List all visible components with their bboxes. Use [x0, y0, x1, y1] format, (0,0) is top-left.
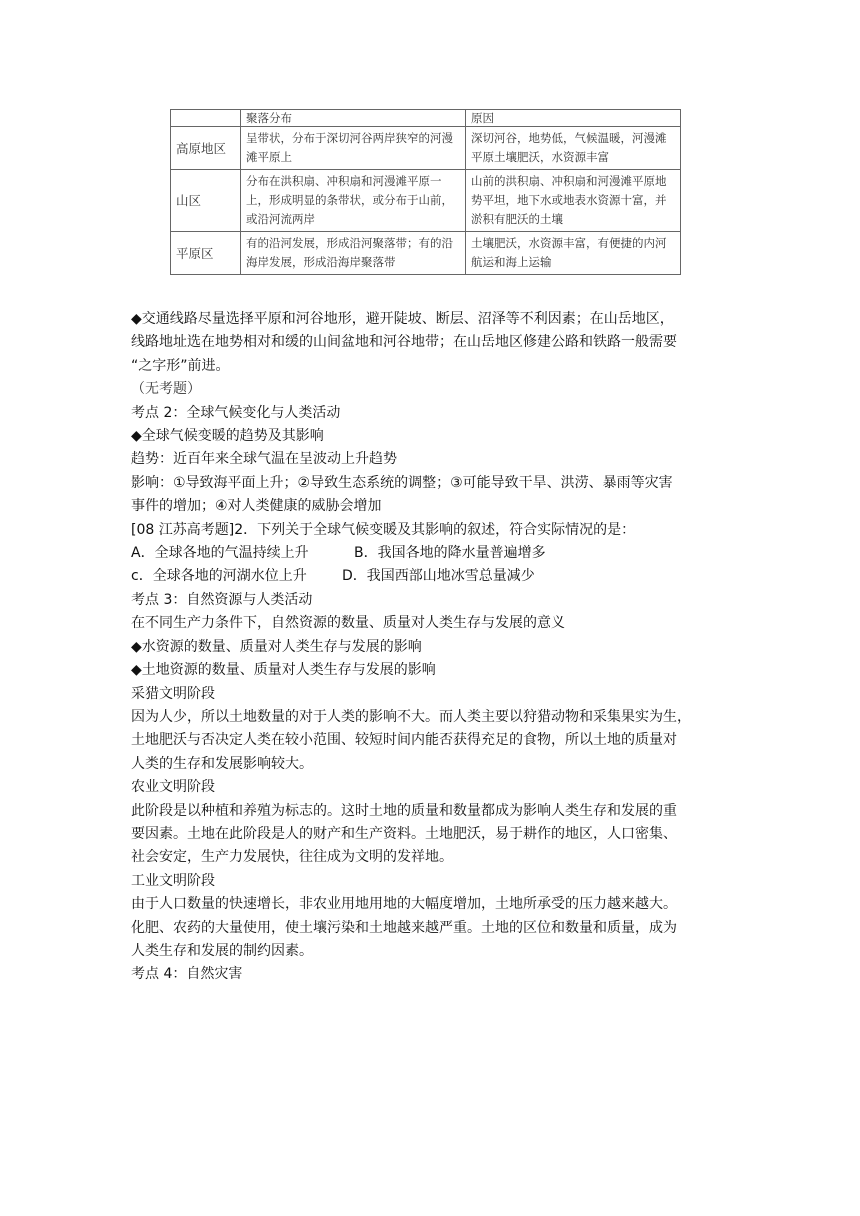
- hunting-line-2: 土地肥沃与否决定人类在较小范围、较短时间内能否获得充足的食物，所以土地的质量对: [131, 732, 677, 749]
- table-cell-reason: 土壤肥沃，水资源丰富，有便捷的内河航运和海上运输: [466, 232, 681, 275]
- option-a: A．全球各地的气温持续上升: [131, 545, 309, 562]
- table-cell-region: 山区: [171, 170, 241, 232]
- transport-line-1: ◆交通线路尽量选择平原和河谷地形，避开陡坡、断层、沼泽等不利因素；在山岳地区，: [131, 311, 674, 327]
- agriculture-line-3: 社会安定，生产力发展快，往往成为文明的发祥地。: [131, 849, 453, 866]
- settlement-table: [170, 109, 681, 275]
- hunting-line-1: 因为人少，所以土地数量的对于人类的影响不大。而人类主要以狩猎动物和采集果实为生，: [131, 708, 691, 725]
- water-resource-heading: ◆水资源的数量、质量对人类生存与发展的影响: [131, 638, 422, 655]
- table-cell-distribution: 呈带状，分布于深切河谷两岸狭窄的河漫滩平原上: [241, 127, 466, 170]
- hunting-line-3: 人类的生存和发展影响较大。: [131, 755, 313, 772]
- no-exam-note: （无考题）: [131, 381, 201, 398]
- key-point-3-description: 在不同生产力条件下，自然资源的数量、质量对人类生存与发展的意义: [131, 615, 565, 632]
- land-resource-heading: ◆土地资源的数量、质量对人类生存与发展的影响: [131, 662, 436, 679]
- table-header-reason: 原因: [466, 110, 681, 127]
- table-cell-region: 平原区: [171, 232, 241, 275]
- options-row-2: [131, 565, 731, 588]
- industrial-line-2: 化肥、农药的大量使用，使土壤污染和土地越来越严重。土地的区位和数量和质量，成为: [131, 919, 677, 936]
- table-row: [171, 170, 681, 232]
- table-cell-reason: 深切河谷，地势低，气候温暖，河漫滩平原土壤肥沃，水资源丰富: [466, 127, 681, 170]
- impact-line-2: 事件的增加；④对人类健康的威胁会增加: [131, 498, 382, 515]
- table-header-empty: [171, 110, 241, 127]
- table-cell-region: 高原地区: [171, 127, 241, 170]
- table-cell-reason: 山前的洪积扇、冲积扇和河漫滩平原地势平坦，地下水或地表水资源十富，并淤积有肥沃的土壤: [466, 170, 681, 232]
- agriculture-line-2: 要因素。土地在此阶段是人的财产和生产资料。土地肥沃，易于耕作的地区，人口密集、: [131, 825, 677, 842]
- table-header-distribution: 聚落分布: [241, 110, 466, 127]
- options-row-1: [131, 542, 731, 565]
- trend-text: 趋势：近百年来全球气温在呈波动上升趋势: [131, 451, 397, 468]
- document-body: [131, 308, 731, 987]
- key-point-4-heading: 考点 4：自然灾害: [131, 966, 243, 983]
- agriculture-line-1: 此阶段是以种植和养殖为标志的。这时土地的质量和数量都成为影响人类生存和发展的重: [131, 802, 677, 819]
- industrial-line-1: 由于人口数量的快速增长，非农业用地用地的大幅度增加，土地所承受的压力越来越大。: [131, 896, 677, 913]
- table-cell-distribution: 有的沿河发展，形成沿河聚落带；有的沿海岸发展，形成沿海岸聚落带: [241, 232, 466, 275]
- option-c: c．全球各地的河湖水位上升: [131, 568, 307, 585]
- key-point-2-heading: 考点 2：全球气候变化与人类活动: [131, 404, 341, 421]
- exam-question: [08 江苏高考题]2．下列关于全球气候变暖及其影响的叙述，符合实际情况的是：: [131, 521, 636, 538]
- option-b: B．我国各地的降水量普遍增多: [354, 545, 546, 562]
- table-row: [171, 232, 681, 275]
- table-cell-distribution: 分布在洪积扇、冲积扇和河漫滩平原一上，形成明显的条带状，或分布于山前，或沿河流两岸: [241, 170, 466, 232]
- warming-heading: ◆全球气候变暖的趋势及其影响: [131, 428, 324, 445]
- table-header-row: [171, 110, 681, 127]
- transport-line-3: “之字形”前进。: [131, 357, 230, 374]
- impact-line-1: 影响：①导致海平面上升；②导致生态系统的调整；③可能导致干旱、洪涝、暴雨等灾害: [131, 474, 673, 491]
- option-d: D．我国西部山地冰雪总量减少: [342, 568, 535, 585]
- key-point-3-heading: 考点 3：自然资源与人类活动: [131, 591, 313, 608]
- industrial-line-3: 人类生存和发展的制约因素。: [131, 942, 313, 959]
- industrial-stage-title: 工业文明阶段: [131, 872, 215, 889]
- hunting-stage-title: 采猎文明阶段: [131, 685, 215, 702]
- table-row: [171, 127, 681, 170]
- agriculture-stage-title: 农业文明阶段: [131, 779, 215, 796]
- transport-line-2: 线路地址选在地势相对和缓的山间盆地和河谷地带；在山岳地区修建公路和铁路一般需要: [131, 334, 677, 351]
